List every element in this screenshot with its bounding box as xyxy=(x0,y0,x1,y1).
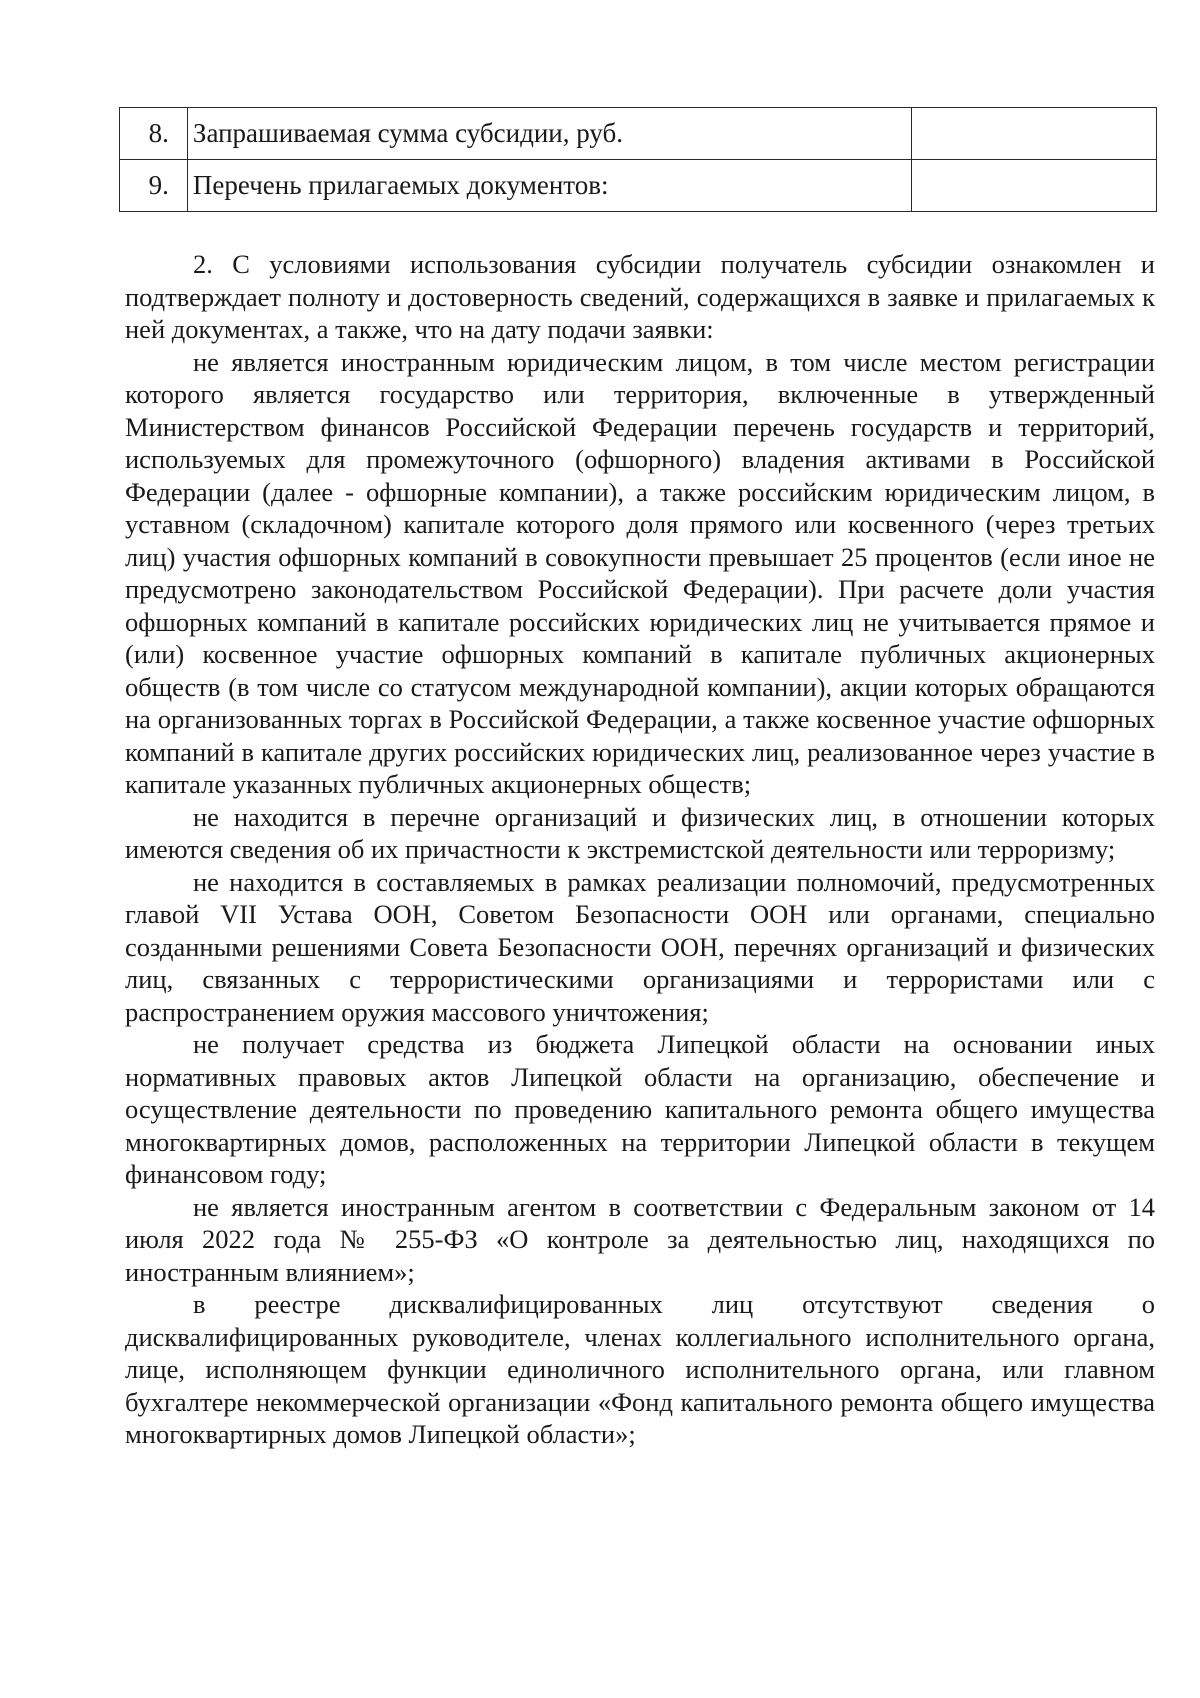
paragraph-foreign-agent: не является иностранным агентом в соответствии с Федеральным законом от 14 июля 2022 года № 255-ФЗ «О контроле за деятельностью лиц, находящихся по иностранным влиянием»; xyxy=(125,1191,1155,1287)
table-row xyxy=(120,160,1157,212)
row-label: Перечень прилагаемых документов: xyxy=(187,160,911,212)
row-value xyxy=(911,160,1156,212)
row-label: Запрашиваемая сумма субсидии, руб. xyxy=(187,108,911,160)
paragraph-offshore: не является иностранным юридическим лицом, в том числе местом регистрации которого является государство или территория, включенные в утвержденный Министерством финансов Российской Федерации перечень государств и территорий, используемых для промежуточного (офшорного) владения активами в Российской Федерации (далее - офшорные компании), а также российским юридическим лицом, в уставном (складочном) капитале которого доля прямого или косвенного (через третьих лиц) участия офшорных компаний в совокупности превышает 25 процентов (если иное не предусмотрено законодательством Российской Федерации). При расчете доли участия офшорных компаний в капитале российских юридических лиц не учитывается прямое и (или) косвенное участие офшорных компаний в капитале публичных акционерных обществ (в том числе со статусом международной компании), акции которых обращаются на организованных торгах в Российской Федерации, а также косвенное участие офшорных компаний в капитале других российских юридических лиц, реализованное через участие в капитале указанных публичных акционерных обществ; xyxy=(125,346,1155,799)
paragraph-budget-funds: не получает средства из бюджета Липецкой области на основании иных нормативных правовых актов Липецкой области на организацию, обеспечение и осуществление деятельности по проведению капитального ремонта общего имущества многоквартирных домов, расположенных на территории Липецкой области в текущем финансовом году; xyxy=(125,1029,1155,1189)
paragraph-disqualified: в реестре дисквалифицированных лиц отсутствуют сведения о дисквалифицированных руководителе, членах коллегиального исполнительного органа, лице, исполняющем функции единоличного исполнительного органа, или главном бухгалтере некоммерческой организации «Фонд капитального ремонта общего имущества многоквартирных домов Липецкой области»; xyxy=(125,1289,1155,1449)
paragraph-un-lists: не находится в составляемых в рамках реализации полномочий, предусмотренных главой VII Устава ООН, Советом Безопасности ООН или органами, специально созданными решениями Совета Безопасности ООН, перечнях организаций и физических лиц, связанных с террористическими организациями и террористами или с распространением оружия массового уничтожения; xyxy=(125,866,1155,1027)
row-number: 9. xyxy=(120,160,188,212)
application-table xyxy=(119,107,1157,212)
document-body xyxy=(125,248,1155,1451)
table-row xyxy=(120,108,1157,160)
row-number: 8. xyxy=(120,108,188,160)
paragraph-extremism: не находится в перечне организаций и физических лиц, в отношении которых имеются сведения об их причастности к экстремистской деятельности или терроризму; xyxy=(125,801,1155,864)
row-value xyxy=(911,108,1156,160)
paragraph-conditions: 2. С условиями использования субсидии получатель субсидии ознакомлен и подтверждает полноту и достоверность сведений, содержащихся в заявке и прилагаемых к ней документах, а также, что на дату подачи заявки: xyxy=(125,249,1155,344)
